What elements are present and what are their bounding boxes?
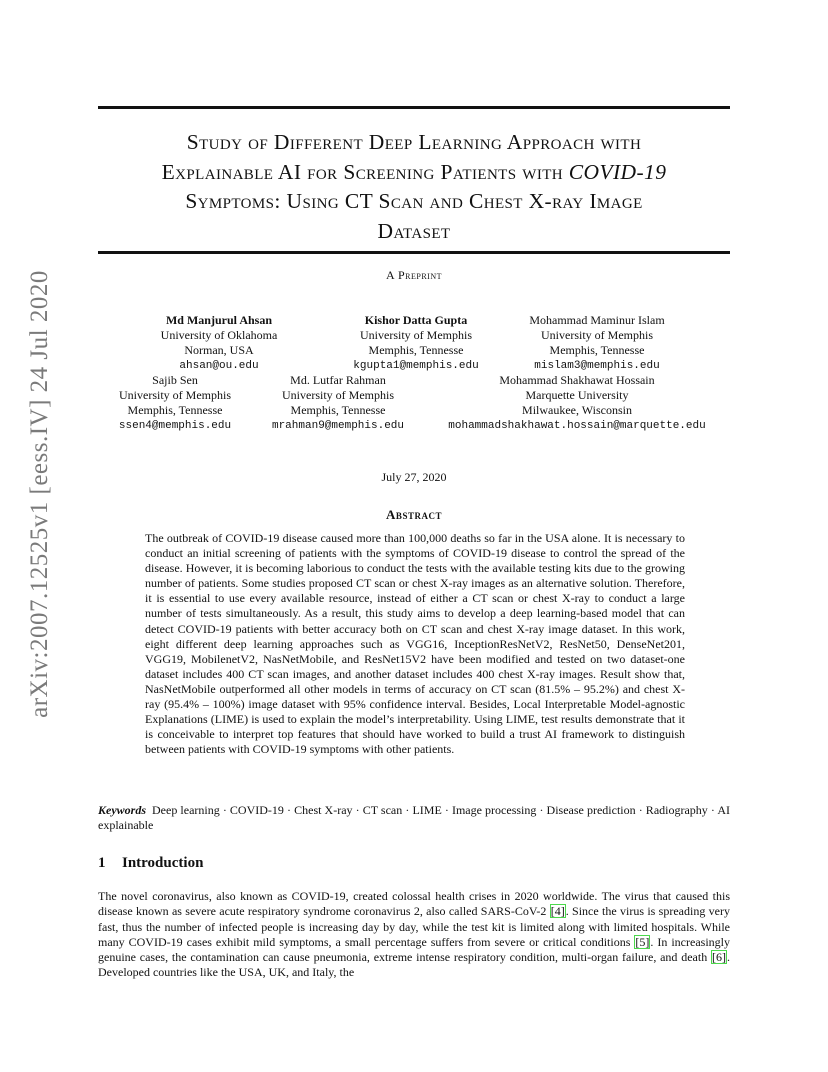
abstract-text: The outbreak of COVID-19 disease caused more than 100,000 deaths so far in the USA alone. It is necessary to conduct an initial screening of patients with the symptoms of COVID-19 disease to control the spread of the disease. However, it is becoming laborious to conduct the tests with the available testing kits due to the growing number of patients. Some studies proposed CT scan or chest X-ray images as an alternative solution. Therefore, it is essential to use every available resource, instead of either a CT scan or chest X-ray to conduct a large number of tests simultaneously. As a result, this study aims to develop a deep learning-based model that can detect COVID-19 patients with better accuracy both on CT scan and chest X-ray image dataset. In this work, eight different deep learning approaches such as VGG16, InceptionResNetV2, ResNet50, DenseNet201, VGG19, MobilenetV2, NasNetMobile, and ResNet15V2 have been modified and tested on two dataset-one dataset includes 400 CT scan images, and another dataset includes 400 chest X-ray images. Result show that, NasNetMobile outperformed all other models in terms of accuracy on CT scan (81.5% – 95.2%) and chest X-ray (95.4% – 100%) image dataset with 95% confidence interval. Besides, Local Interpretable Model-agnostic Explanations (LIME) is used to explain the model’s interpretability. Using LIME, test results demonstrate that it is conceivable to interpret top features that should have worked to build a trust AI framework to distinguish between patients with COVID-19 symptoms with other patients. xyxy=(145,531,685,757)
author-location: Memphis, Tennesse xyxy=(368,343,464,358)
abstract-heading: Abstract xyxy=(386,507,442,522)
title-line-3: Symptoms: Using CT Scan and Chest X-ray Image xyxy=(185,189,643,213)
author-email: mrahman9@memphis.edu xyxy=(271,419,405,432)
author-block xyxy=(161,313,278,374)
author-name: Md. Lutfar Rahman xyxy=(290,373,386,387)
author-affiliation: University of Memphis xyxy=(541,328,653,343)
author-location: Milwaukee, Wisconsin xyxy=(522,403,632,418)
author-name: Md Manjurul Ahsan xyxy=(165,313,273,327)
author-block xyxy=(119,373,231,434)
keywords-list: Deep learning · COVID-19 · Chest X-ray · CT scan · LIME · Image processing · Disease prediction · Radiography · AI explainable xyxy=(98,803,730,833)
title-line-4: Dataset xyxy=(377,218,451,243)
author-block xyxy=(353,313,478,374)
author-email: ssen4@memphis.edu xyxy=(118,419,232,432)
intro-text: The novel coronavirus, also known as COVID-19, created colossal health crises in 2020 worldwide. The virus that caused this disease known as severe acute respiratory syndrome coronavirus 2, also called SARS-CoV-2 xyxy=(98,889,730,919)
arxiv-side-stamp xyxy=(14,269,66,718)
arxiv-identifier: arXiv:2007.12525v1 [eess.IV] 24 Jul 2020 xyxy=(26,269,53,718)
citation-link[interactable]: [6] xyxy=(712,950,726,965)
keywords-label: Keywords xyxy=(98,803,146,817)
author-location: Norman, USA xyxy=(184,343,254,358)
intro-text: . In increasingly genuine cases, the contamination can cause pneumonia, extreme intense respiratory condition, multi-organ failure, and death xyxy=(98,934,730,965)
title-line-1: Study of Different Deep Learning Approach with xyxy=(186,130,642,154)
title-rule-top xyxy=(98,106,730,109)
author-name: Sajib Sen xyxy=(152,373,198,387)
intro-text: . Since the virus is spreading very fast, thus the number of infected people is increasing day by day, while the test kit is limited along with limited hospitals. While many COVID-19 cases exhibit mild symptoms, a small percentage suffers from severe or critical conditions xyxy=(98,904,730,949)
author-email: mohammadshakhawat.hossain@marquette.edu xyxy=(448,419,706,432)
author-block xyxy=(272,373,404,434)
author-affiliation: University of Memphis xyxy=(282,388,394,403)
author-location: Memphis, Tennesse xyxy=(290,403,386,418)
author-affiliation: Marquette University xyxy=(525,388,629,403)
intro-text: . Developed countries like the USA, UK, and Italy, the xyxy=(98,950,730,980)
publication-date: July 27, 2020 xyxy=(381,470,447,484)
section-title: Introduction xyxy=(122,855,204,871)
author-email: mislam3@memphis.edu xyxy=(534,359,660,372)
title-line-2 xyxy=(98,158,730,188)
citation-link[interactable]: [5] xyxy=(635,934,650,949)
title-line-2-text: Explainable AI for Screening Patients with xyxy=(161,159,564,184)
author-affiliation: University of Memphis xyxy=(119,388,231,403)
author-email: kgupta1@memphis.edu xyxy=(353,359,479,372)
author-affiliation: University of Oklahoma xyxy=(160,328,278,343)
author-affiliation: University of Memphis xyxy=(359,328,472,343)
section-number: 1 xyxy=(98,855,106,871)
author-email: ahsan@ou.edu xyxy=(179,359,259,372)
author-location: Memphis, Tennesse xyxy=(549,343,645,358)
citation-link[interactable]: [4] xyxy=(550,904,565,919)
author-location: Memphis, Tennesse xyxy=(127,403,223,418)
author-name: Mohammad Shakhawat Hossain xyxy=(499,373,655,387)
intro-paragraph xyxy=(98,889,730,981)
title-rule-bottom xyxy=(98,251,730,254)
author-name: Kishor Datta Gupta xyxy=(364,313,468,327)
title-covid-term: COVID-19 xyxy=(568,159,667,184)
author-block xyxy=(529,313,664,374)
section-heading xyxy=(98,855,203,872)
author-name: Mohammad Maminur Islam xyxy=(529,313,665,327)
keywords xyxy=(98,803,730,834)
paper-title xyxy=(98,128,730,246)
preprint-label: A Preprint xyxy=(385,268,442,282)
author-block xyxy=(448,373,705,434)
